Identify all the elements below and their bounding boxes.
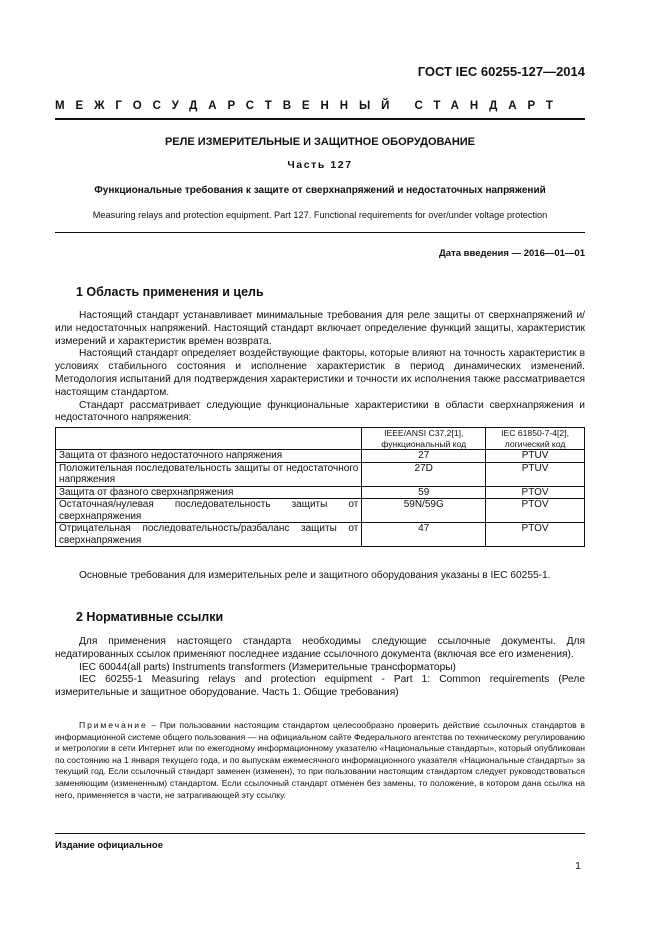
note-label: Примечание bbox=[79, 720, 148, 730]
table-row bbox=[56, 523, 585, 547]
table-header-cell bbox=[56, 428, 362, 450]
table-cell: Остаточная/нулевая последовательность защиты от сверхнапряжения bbox=[56, 499, 362, 523]
header-rule bbox=[55, 118, 585, 120]
reference-item: IEC 60255-1 Measuring relays and protection equipment - Part 1: Common requirements (Реле измерительные и защитное оборудование. Часть 1. Общие требования) bbox=[55, 674, 585, 699]
paragraph: Настоящий стандарт определяет воздействующие факторы, которые влияют на точность характеристик в условиях стабильного состояния и исполнение характеристик в период динамических изменений. Методология испытаний для подтверждения характеристики и точности их исполнения также рассматривается настоящим стандартом. bbox=[55, 348, 585, 398]
table-cell: Положительная последовательность защиты от недостаточного напряжения bbox=[56, 462, 362, 486]
introduction-date-label: Дата введения bbox=[439, 248, 509, 259]
table-row bbox=[56, 450, 585, 463]
document-subtitle: Функциональные требования к защите от сверхнапряжений и недостаточных напряжений bbox=[94, 185, 546, 196]
table-cell: PTOV bbox=[486, 499, 585, 523]
table-cell: Защита от фазного недостаточного напряжения bbox=[56, 450, 362, 463]
table-cell: PTUV bbox=[486, 462, 585, 486]
note-block bbox=[55, 720, 585, 801]
section-2-body bbox=[55, 636, 585, 700]
section-1-body bbox=[55, 310, 585, 425]
document-title: РЕЛЕ ИЗМЕРИТЕЛЬНЫЕ И ЗАЩИТНОЕ ОБОРУДОВАНИЕ bbox=[164, 136, 476, 148]
table-cell: Защита от фазного сверхнапряжения bbox=[56, 486, 362, 499]
table-cell: 27D bbox=[362, 462, 486, 486]
document-id: ГОСТ IEC 60255-127—2014 bbox=[417, 64, 585, 79]
note-text: – При пользовании настоящим стандартом целесообразно проверить действие ссылочных стандартов в информационной системе общего пользования — на официальном сайте Федерального агентства по техническому регулированию и метрологии в сети Интернет или по ежегодному информационному указателю «Национальные стандарты», который опубликован по состоянию на 1 января текущего года, и по выпускам ежемесячного информационного указателя «Национальные стандарты» за текущий год. Если ссылочный стандарт заменен (изменен), то при пользовании настоящим стандартом следует руководствоваться заменяющим (измененным) стандартом. Если ссылочный стандарт отменен без замены, то положение, в котором дана ссылка на него, применяется в части, не затрагивающей эту ссылку. bbox=[55, 720, 585, 800]
document-part: Часть 127 bbox=[287, 159, 353, 171]
table-cell: 59N/59G bbox=[362, 499, 486, 523]
paragraph: Настоящий стандарт устанавливает минимальные требования для реле защиты от сверхнапряжений и/или недостаточных напряжений. Настоящий стандарт включает определение функций защиты, характеристик измерений и характеристик времен возврата. bbox=[55, 310, 585, 347]
introduction-date-value: — 2016—01—01 bbox=[511, 248, 585, 259]
document-title-english: Measuring relays and protection equipment. Part 127. Functional requirements for over/under voltage protection bbox=[92, 210, 548, 220]
table-cell: 27 bbox=[362, 450, 486, 463]
paragraph: Для применения настоящего стандарта необходимы следующие ссылочные документы. Для недатированных ссылок применяют последнее издание ссылочного документа (включая все его изменения). bbox=[55, 636, 585, 660]
section-1-heading: 1 Область применения и цель bbox=[76, 285, 264, 299]
footer-rule bbox=[55, 833, 585, 834]
interstate-standard-label: МЕЖГОСУДАРСТВЕННЫЙ СТАНДАРТ bbox=[55, 100, 564, 112]
section-1-closing bbox=[55, 570, 585, 583]
table-cell: PTUV bbox=[486, 450, 585, 463]
table-header-row bbox=[56, 428, 585, 450]
functions-table bbox=[55, 427, 585, 547]
edition-label: Издание официальное bbox=[55, 840, 163, 851]
table-cell: Отрицательная последовательность/разбаланс защиты от сверхнапряжения bbox=[56, 523, 362, 547]
table-row bbox=[56, 486, 585, 499]
table-cell: PTOV bbox=[486, 486, 585, 499]
table-row bbox=[56, 499, 585, 523]
table-cell: 47 bbox=[362, 523, 486, 547]
paragraph: Стандарт рассматривает следующие функциональные характеристики в области сверхнапряжения и недостаточного напряжения: bbox=[55, 399, 585, 424]
page-number: 1 bbox=[575, 860, 581, 872]
table-header-cell: IEC 61850-7-4[2], логический код bbox=[486, 428, 585, 450]
table-cell: 59 bbox=[362, 486, 486, 499]
table-header-cell: IEEE/ANSI C37.2[1], функциональный код bbox=[362, 428, 486, 450]
note-paragraph bbox=[55, 720, 585, 801]
reference-item: IEC 60044(all parts) Instruments transformers (Измерительные трансформаторы) bbox=[79, 661, 456, 673]
table-row bbox=[56, 462, 585, 486]
paragraph: Основные требования для измерительных реле и защитного оборудования указаны в IEC 60255-1. bbox=[79, 570, 551, 581]
section-2-heading: 2 Нормативные ссылки bbox=[76, 610, 224, 624]
title-rule bbox=[55, 232, 585, 233]
table-cell: PTOV bbox=[486, 523, 585, 547]
introduction-date bbox=[439, 248, 585, 259]
